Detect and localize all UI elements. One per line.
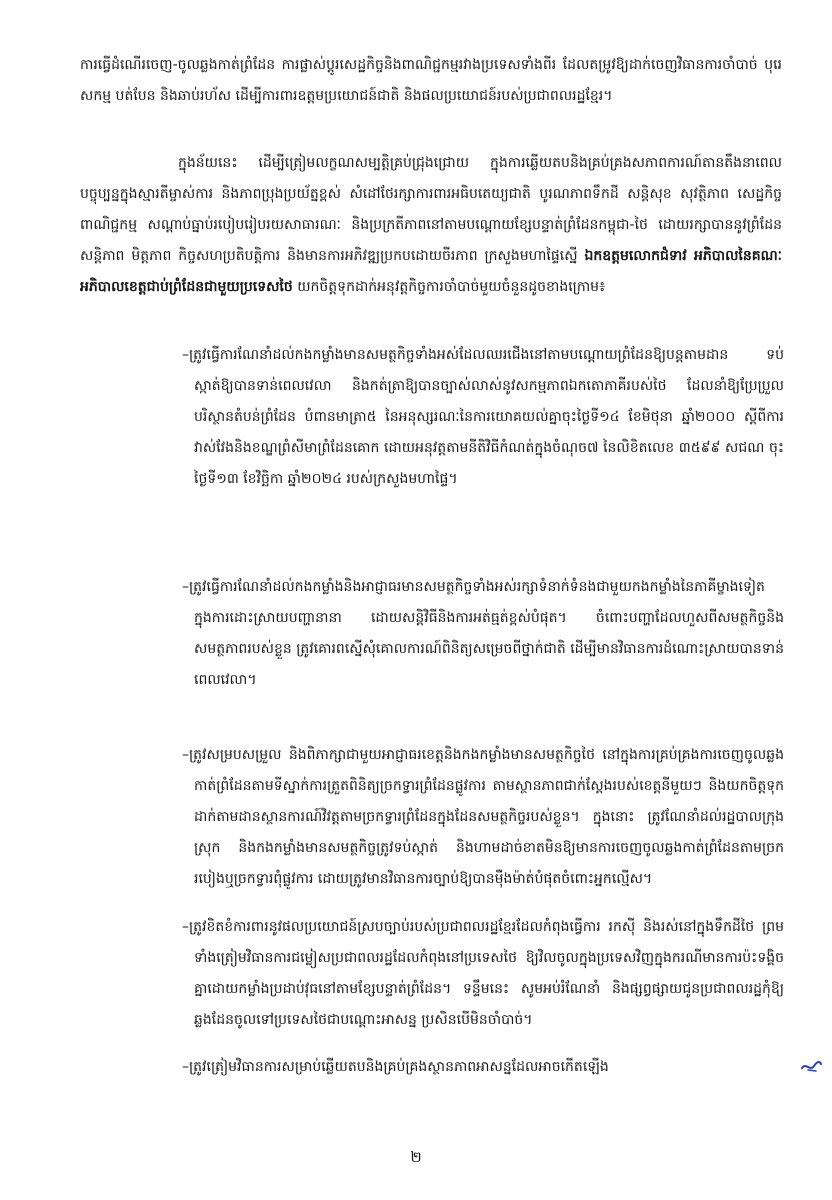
bullet-item-3: –ត្រូវសម្របសម្រួល និងពិភាក្សាជាមួយអាជ្ញាធរខេត្តនិងកងកម្លាំងមានសមត្ថកិច្ចថៃ នៅក្នុងការគ្រប់គ្រងការចេញចូលឆ្លងកាត់ព្រំដែនតាមទីស្នាក់ការត្រួតពិនិត្យច្រកទ្វារព្រំដែនផ្លូវការ តាមស្ថានភាពជាក់ស្តែងរបស់ខេត្តនីមួយៗ និងយកចិត្តទុកដាក់តាមដានស្ថានការណ៍វិវត្តតាមច្រកទ្វារព្រំដែនក្នុងដែនសមត្ថកិច្ចរបស់ខ្លួន។ ក្នុងនោះ ត្រូវណែនាំដល់រដ្ឋបាលក្រុង ស្រុក និងកងកម្លាំងមានសមត្ថកិច្ចត្រូវទប់ស្កាត់ និងហាមដាច់ខាតមិនឱ្យមានការចេញចូលឆ្លងកាត់ព្រំដែនតាមច្រករបៀងឬច្រកទ្វារពុំផ្លូវការ ដោយត្រូវមានវិធានការច្បាប់ឱ្យបានម៉ឺងម៉ាត់បំផុតចំពោះអ្នកល្មើស។	[182, 747, 784, 887]
paragraph-2-bold-addressee: ឯកឧត្តមលោកជំទាវ អភិបាលនៃគណៈអភិបាលខេត្តជាប់ព្រំដែនជាមួយប្រទេសថៃ	[80, 248, 783, 295]
paragraph-2-closing: យកចិត្តទុកដាក់អនុវត្តកិច្ចការចាំបាច់មួយចំនួនដូចខាងក្រោម៖	[297, 279, 606, 295]
bullet-item-4: –ត្រូវខិតខំការពារនូវផលប្រយោជន៍ស្របច្បាប់របស់ប្រជាពលរដ្ឋខ្មែរដែលកំពុងធ្វើការ រកស៊ី និងរស់នៅក្នុងទឹកដីថៃ ព្រមទាំងត្រៀមវិធានការជម្លៀសប្រជាពលរដ្ឋដែលកំពុងនៅប្រទេសថៃ ឱ្យវិលចូលក្នុងប្រទេសវិញក្នុងករណីមានការប៉ះទង្គិចគ្នាដោយកម្លាំងប្រដាប់វុធនៅតាមខ្សែបន្ទាត់ព្រំដែន។ ទន្ទឹមនេះ សូមអប់រំណែនាំ និងផ្សព្វផ្សាយជូនប្រជាពលរដ្ឋកុំឱ្យឆ្លងដែនចូលទៅប្រទេសថៃជាបណ្តោះអាសន្ន ប្រសិនបើមិនចាំបាច់។	[182, 919, 784, 1028]
page-number: ២	[410, 1148, 422, 1166]
bullet-item-2: –ត្រូវធ្វើការណែនាំដល់កងកម្លាំងនិងអាជ្ញាធរមានសមត្ថកិច្ចទាំងអស់រក្សាទំនាក់ទំនងជាមួយកងកម្លាំងនៃភាគីម្ខាងទៀត ក្នុងការដោះស្រាយបញ្ហានានា ដោយសន្តិវិធីនិងការអត់ធ្មត់ខ្ពស់បំផុត។ ចំពោះបញ្ហាដែលហួសពីសមត្ថកិច្ចនិងសមត្ថភាពរបស់ខ្លួន ត្រូវគោរពស្នើសុំគោលការណ៍ពិនិត្យសម្រេចពីថ្នាក់ជាតិ ដើម្បីមានវិធានការដំណោះស្រាយបានទាន់ពេលវេលា។	[182, 579, 784, 688]
handwritten-initial-mark	[800, 1058, 822, 1074]
bullet-item-5: –ត្រូវត្រៀមវិធានការសម្រាប់ឆ្លើយតបនិងគ្រប់គ្រងស្ថានភាពអាសន្នដែលអាចកើតឡើង	[182, 1059, 609, 1075]
paragraph-2-text: ក្នុងន័យនេះ ដើម្បីត្រៀមលក្ខណសម្បត្តិគ្រប់ជ្រុងជ្រោយ ក្នុងការឆ្លើយតបនិងគ្រប់គ្រងសភាពការណ៍តានតឹងនាពេលបច្ចុប្បន្នក្នុងស្មារតីម្ចាស់ការ និងភាពប្រុងប្រយ័ត្នខ្ពស់ សំដៅថែរក្សាការពារអធិបតេយ្យជាតិ បូរណភាពទឹកដី សន្តិសុខ សុវត្ថិភាព សេដ្ឋកិច្ច ពាណិជ្ជកម្ម សណ្តាប់ធ្នាប់របៀបរៀបរយសាធារណៈ និងប្រក្រតីភាពនៅតាមបណ្តោយខ្សែបន្ទាត់ព្រំដែនកម្ពុជា-ថៃ ដោយរក្សាបាននូវព្រំដែនសន្តិភាព មិត្តភាព កិច្ចសហប្រតិបត្តិការ និងមានការអភិវឌ្ឍប្រកបដោយចីរភាព ក្រសួងមហាផ្ទៃស្នើ	[80, 155, 782, 264]
paragraph-1: ការធ្វើដំណើរចេញ-ចូលឆ្លងកាត់ព្រំដែន ការផ្លាស់ប្តូរសេដ្ឋកិច្ចនិងពាណិជ្ជកម្មរវាងប្រទេសទាំងពីរ ដែលតម្រូវឱ្យដាក់ចេញវិធានការចាំបាច់ បុរេសកម្ម បត់បែន និងឆាប់រហ័ស ដើម្បីការពារឧត្តមប្រយោជន៍ជាតិ និងផលប្រយោជន៍របស់ប្រជាពលរដ្ឋខ្មែរ។	[80, 57, 782, 104]
paragraph-2	[80, 148, 782, 303]
bullet-item-1: –ត្រូវធ្វើការណែនាំដល់កងកម្លាំងមានសមត្ថកិច្ចទាំងអស់ដែលឈរជើងនៅតាមបណ្តោយព្រំដែនឱ្យបន្តតាមដាន ទប់ស្កាត់ឱ្យបានទាន់ពេលវេលា និងកត់ត្រាឱ្យបានច្បាស់លាស់នូវសកម្មភាពឯកតោភាគីរបស់ថៃ ដែលនាំឱ្យប្រែប្រួលបរិស្ថានតំបន់ព្រំដែន បំពានមាត្រា៥ នៃអនុស្សរណៈនៃការយោគយល់គ្នាចុះថ្ងៃទី១៤ ខែមិថុនា ឆ្នាំ២០០០ ស្តីពីការវាស់វែងនិងខណ្ឌព្រំសីមាព្រំដែនគោក ដោយអនុវត្តតាមនីតិវិធីកំណត់ក្នុងចំណុច៧ នៃលិខិតលេខ ៣៥៩៩ សជណ ចុះថ្ងៃទី១៣ ខែវិច្ឆិកា ឆ្នាំ២០២៤ របស់ក្រសួងមហាផ្ទៃ។	[182, 347, 784, 487]
